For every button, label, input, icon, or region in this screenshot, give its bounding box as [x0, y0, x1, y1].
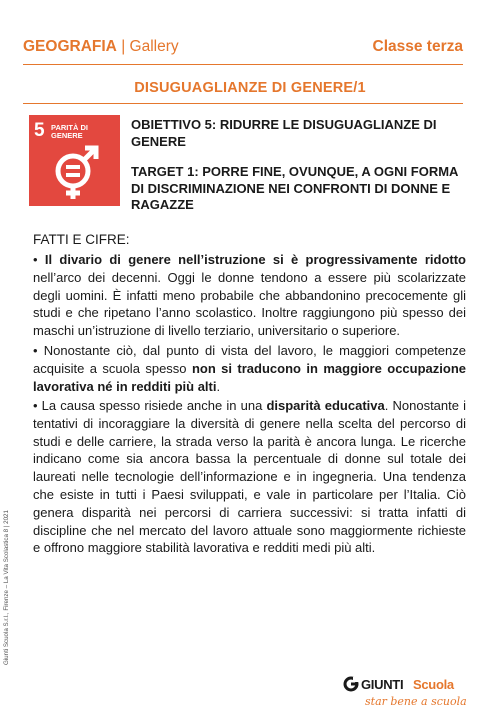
sdg-number: 5: [34, 120, 45, 141]
p2-highlight: non si traducono in maggiore occupazione lavorativa né in redditi più alti: [33, 360, 466, 394]
bullet: •: [33, 252, 45, 267]
p3-text-start: • La causa spesso risiede anche in una: [33, 398, 267, 413]
objective-heading: OBIETTIVO 5: RIDURRE LE DISUGUAGLIANZE DI GENERE: [131, 117, 437, 149]
target-heading: TARGET 1: PORRE FINE, OVUNQUE, A OGNI FORMA DI DISCRIMINAZIONE NEI CONFRONTI DI DONNE E RAGAZZE: [131, 164, 458, 212]
section-label: Gallery: [129, 38, 179, 55]
p2-text-start: • Nonostante ciò, dal punto di vista del lavoro, le maggiori competenze acquisite a scuola spesso: [33, 343, 466, 376]
sdg-badge: [29, 115, 120, 206]
header-subject: [23, 38, 179, 56]
paragraph-3: [33, 397, 466, 557]
logo-brand-scuola: Scuola: [413, 677, 454, 692]
facts-heading: FATTI E CIFRE:: [33, 232, 130, 247]
page-header: [23, 38, 463, 58]
header-divider: [23, 64, 463, 65]
header-separator: |: [121, 38, 126, 55]
p3-highlight: disparità educativa: [266, 398, 385, 413]
p2-text-end: .: [216, 378, 221, 394]
credit-text: Giunti Scuola S.r.l., Firenze – La Vita Scolastica 8 | 2021: [3, 510, 10, 665]
logo-mark-icon: [343, 676, 359, 692]
paragraph-2: [33, 342, 466, 395]
grade-label: Classe terza: [372, 38, 463, 55]
page-title: DISUGUAGLIANZE DI GENERE/1: [134, 80, 366, 96]
logo-tagline: star bene a scuola: [365, 695, 467, 708]
sdg-label: PARITÀ DI GENERE: [51, 123, 88, 140]
p1-highlight: Il divario di genere nell’istruzione si è progressivamente ridotto: [44, 252, 467, 267]
p1-text: nell’arco dei decenni. Oggi le donne tendono a essere più scolarizzate degli uomini. È infatti meno probabile che abbandonino precocemente gli studi e che ripetano l’anno scolastico. Inoltre raggiungono più spesso dei maschi un’istruzione di livello terziario, universitario o superiore.: [33, 269, 466, 339]
giunti-scuola-logo: [343, 676, 473, 712]
title-divider: [23, 103, 463, 104]
gender-equality-icon: [47, 143, 103, 201]
p3-text: . Nonostante i tentativi di incoraggiare la diversità di genere nella scelta del percorso di studi e delle carriere, la strada verso la parità è ancora lunga. Le ricerche indicano come sia ancora bassa la percentuale di donne sul totale dei laureati nelle tecnologie dell’informazione e in ingegneria. Una tendenza che esiste in tutti i Paesi sviluppati, e vale in particolare per l’Italia. Ciò genera disparità nei percorsi di carriera successivi: si tratta infatti di discipline che nel mercato del lavoro attuale sono maggiormente richieste e offrono maggiore stabilità lavorativa e redditi medi più alti.: [33, 398, 466, 556]
paragraph-1: [33, 251, 466, 340]
logo-brand-giunti: GIUNTI: [361, 677, 404, 692]
subject-label: GEOGRAFIA: [23, 38, 117, 55]
